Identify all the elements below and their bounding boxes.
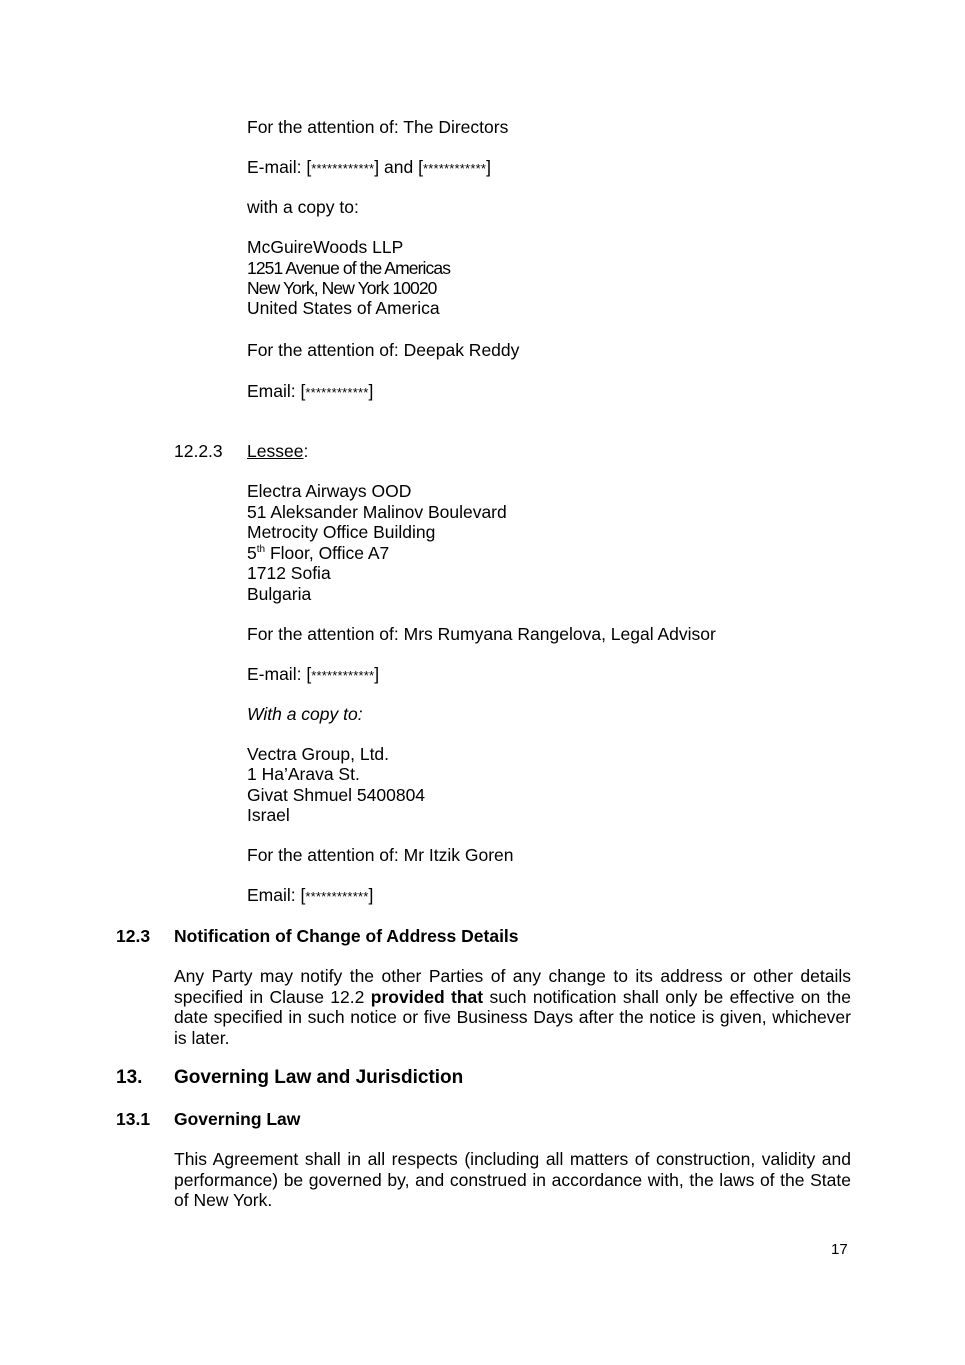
- email-line-directors: E-mail: [************] and [************]: [247, 157, 491, 177]
- address-line-floor: [247, 543, 389, 564]
- address-line: 1712 Sofia: [247, 563, 331, 583]
- attention-reddy: For the attention of: Deepak Reddy: [247, 340, 520, 360]
- section-title: Governing Law: [174, 1109, 301, 1129]
- body-text: such notification shall only be effective on the date specified in such notice or five Business Days after the notice is given, whichever is later.: [174, 986, 851, 1048]
- section-number: 12.3: [116, 926, 151, 946]
- email-and: and: [379, 157, 419, 177]
- lessee-label: Lessee: [247, 441, 304, 461]
- copy-to-label: With a copy to:: [247, 704, 363, 724]
- lessee-colon: :: [303, 441, 309, 461]
- email-label: E-mail:: [247, 157, 307, 177]
- email-label: Email:: [247, 885, 301, 905]
- email-masked: ************: [422, 161, 487, 176]
- address-line: New York, New York 10020: [247, 278, 437, 298]
- page-number: 17: [831, 1241, 848, 1258]
- chapter-title: Governing Law and Jurisdiction: [174, 1067, 464, 1088]
- email-line-reddy: Email: [************]: [247, 381, 374, 401]
- chapter-number: 13.: [116, 1067, 143, 1088]
- address-line: United States of America: [247, 298, 440, 318]
- copy-to-label: with a copy to:: [247, 197, 359, 217]
- address-line: Electra Airways OOD: [247, 481, 412, 501]
- section-number: 13.1: [116, 1109, 151, 1129]
- email-masked: ************: [311, 161, 375, 176]
- address-line: Metrocity Office Building: [247, 522, 436, 542]
- address-line: Givat Shmuel 5400804: [247, 785, 426, 805]
- email-line-goren: Email: [************]: [247, 885, 374, 905]
- address-line: 51 Aleksander Malinov Boulevard: [247, 502, 507, 522]
- floor-number: 5: [247, 543, 257, 563]
- email-masked: ************: [305, 889, 369, 904]
- floor-suffix: th: [256, 544, 266, 555]
- section-body: [174, 966, 851, 1048]
- floor-rest: Floor, Office A7: [265, 543, 390, 563]
- section-title: Notification of Change of Address Details: [174, 926, 519, 946]
- attention-goren: For the attention of: Mr Itzik Goren: [247, 845, 514, 865]
- email-label: Email:: [247, 381, 301, 401]
- lessee-heading: [247, 441, 308, 462]
- address-line: 1251 Avenue of the Americas: [247, 258, 451, 278]
- body-bold: provided that: [370, 986, 484, 1007]
- email-masked: ************: [305, 385, 369, 400]
- attention-directors: For the attention of: The Directors: [247, 117, 509, 137]
- email-label: E-mail:: [247, 664, 307, 684]
- email-masked: ************: [311, 668, 375, 683]
- address-line: Israel: [247, 805, 290, 825]
- body-text: Any Party may notify the other Parties of any change to its address or other details specified in Clause 12.2: [174, 966, 851, 1007]
- attention-rangelova: For the attention of: Mrs Rumyana Rangelova, Legal Advisor: [247, 624, 716, 644]
- address-line: McGuireWoods LLP: [247, 237, 404, 257]
- email-line-lessee: E-mail: [************]: [247, 664, 380, 684]
- section-body: This Agreement shall in all respects (including all matters of construction, validity and performance) be governed by, and construed in accordance with, the laws of the State of New York.: [174, 1149, 851, 1210]
- clause-number: 12.2.3: [174, 441, 223, 461]
- address-line: Bulgaria: [247, 584, 312, 604]
- address-line: 1 Ha’Arava St.: [247, 764, 360, 784]
- address-line: Vectra Group, Ltd.: [247, 744, 390, 764]
